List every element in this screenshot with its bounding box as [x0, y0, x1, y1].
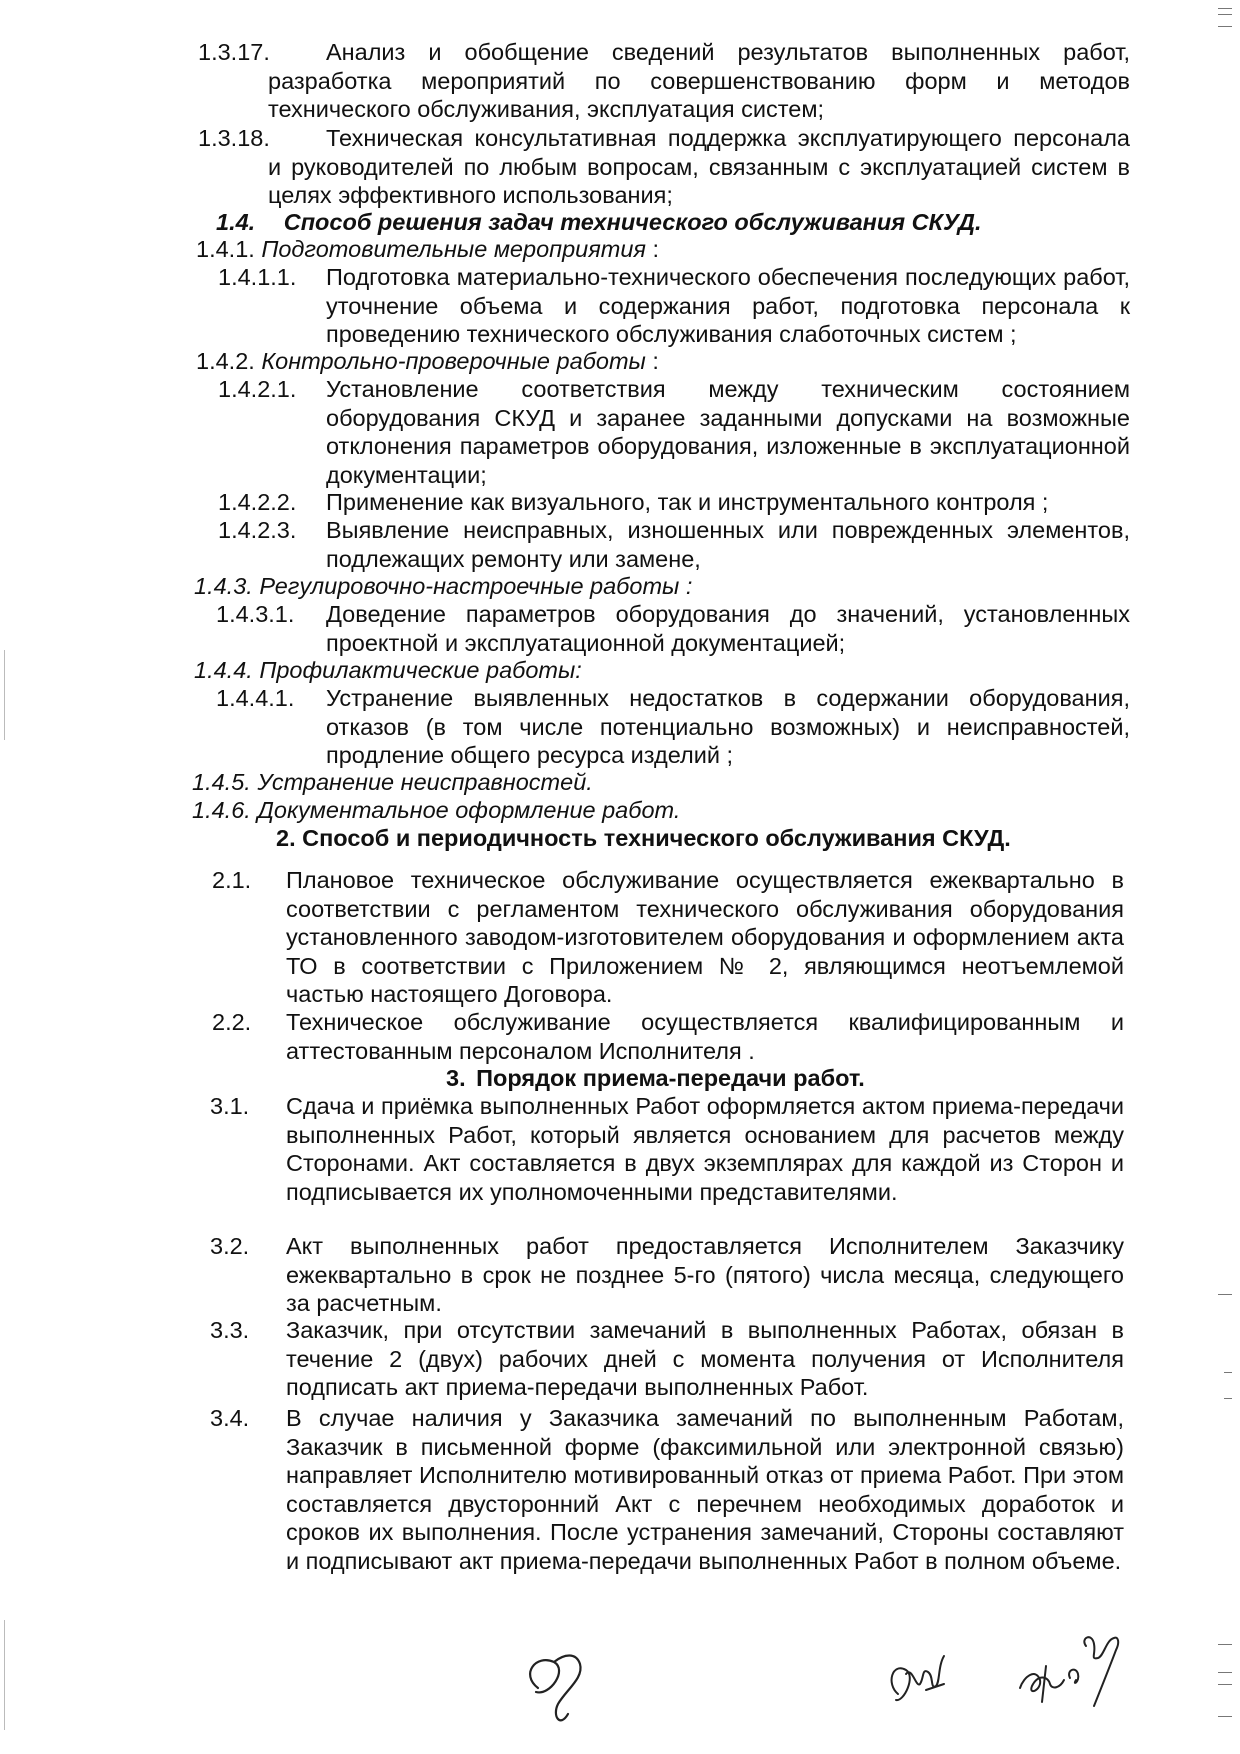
subsection-number: 1.4.1. — [196, 236, 255, 262]
subsection-title: Устранение неисправностей. — [257, 769, 593, 795]
clause-1-3-18 — [0, 124, 1240, 214]
heading-number: 2. — [276, 825, 296, 851]
left-scan-edge — [4, 1620, 5, 1730]
clause-text: Доведение параметров оборудования до значений, установленных проектной и эксплуатационной документацией; — [326, 601, 1130, 656]
clause-text: Установление соответствия между техническим состоянием оборудования СКУД и заранее заданными допусками на возможные отклонения параметров оборудования, изложенные в эксплуатационной документации; — [326, 376, 1130, 488]
subsection-1-4-1 — [196, 235, 659, 264]
clause-number: 1.4.2.3. — [218, 517, 297, 543]
clause-3-3 — [0, 1316, 1240, 1406]
subsection-title: Документальное оформление работ. — [257, 797, 681, 823]
subsection-title: Контрольно-проверочные работы — [261, 348, 646, 374]
clause-text: Техническая консультативная поддержка эксплуатирующего персонала и руководителей по любым вопросам, связанным с эксплуатацией систем в целях эффективного использования; — [268, 125, 1130, 208]
clause-text: Подготовка материально-технического обеспечения последующих работ, уточнение объема и содержания работ, подготовка персонала к проведению технического обслуживания слаботочных систем ; — [326, 264, 1130, 347]
clause-3-4 — [0, 1404, 1240, 1610]
section-heading-1-4 — [216, 208, 982, 237]
signature-middle — [882, 1644, 962, 1724]
heading-number: 3. — [446, 1065, 466, 1091]
subsection-1-4-2 — [196, 347, 659, 376]
subsection-title: Подготовительные мероприятия — [261, 236, 646, 262]
subsection-suffix: : — [645, 348, 659, 374]
clause-number: 1.4.2.2. — [218, 489, 297, 515]
clause-number: 1.4.2.1. — [218, 376, 297, 402]
subsection-title: Регулировочно-настроечные работы : — [259, 573, 693, 599]
clause-text: Акт выполненных работ предоставляется Исполнителем Заказчику ежеквартально в срок не позднее 5-го (пятого) числа месяца, следующего за расчетным. — [286, 1233, 1124, 1316]
clause-3-1 — [0, 1092, 1240, 1238]
subsection-1-4-6 — [192, 796, 680, 825]
clause-number: 2.1. — [212, 867, 252, 893]
clause-number: 2.2. — [212, 1009, 252, 1035]
subsection-suffix: : — [645, 236, 660, 262]
signature-right — [1010, 1610, 1150, 1720]
heading-text: Способ решения задач технического обслуживания СКУД. — [283, 209, 982, 235]
clause-text: Анализ и обобщение сведений результатов выполненных работ, разработка мероприятий по совершенствованию форм и методов технического обслуживания, эксплуатация систем; — [268, 39, 1130, 122]
subsection-number: 1.4.5. — [192, 769, 251, 795]
clause-1-4-2-2 — [0, 488, 1240, 518]
section-heading-3 — [446, 1064, 865, 1093]
clause-number: 1.4.1.1. — [218, 264, 297, 290]
heading-text: Способ и периодичность технического обслуживания СКУД. — [302, 825, 1011, 851]
clause-1-4-2-1 — [0, 375, 1240, 493]
clause-text: Заказчик, при отсутствии замечаний в выполненных Работах, обязан в течение 2 (двух) рабочих дней с момента получения от Исполнителя подписать акт приема-передачи выполненных Работ. — [286, 1317, 1124, 1400]
clause-text: Устранение выявленных недостатков в содержании оборудования, отказов (в том числе потенциально возможных) и неисправностей, продление общего ресурса изделий ; — [326, 685, 1130, 768]
clause-3-2 — [0, 1232, 1240, 1322]
subsection-number: 1.4.6. — [192, 797, 251, 823]
subsection-1-4-3 — [194, 572, 692, 601]
signature-left — [510, 1644, 610, 1734]
clause-2-1 — [0, 866, 1240, 1012]
heading-text: Порядок приема-передачи работ. — [476, 1065, 865, 1091]
subsection-number: 1.4.4. — [194, 657, 253, 683]
clause-1-4-3-1 — [0, 600, 1240, 660]
subsection-1-4-4 — [194, 656, 582, 685]
clause-number: 3.4. — [210, 1405, 250, 1431]
subsection-number: 1.4.3. — [194, 573, 253, 599]
subsection-title: Профилактические работы: — [259, 657, 582, 683]
clause-text: Техническое обслуживание осуществляется квалифицированным и аттестованным персоналом Исполнителя . — [286, 1009, 1124, 1064]
clause-text: Сдача и приёмка выполненных Работ оформляется актом приема-передачи выполненных Работ, который является основанием для расчетов между Сторонами. Акт составляется в двух экземплярах для каждой из Сторон и подписывается их уполномоченными представителями. — [286, 1093, 1124, 1205]
clause-1-4-2-3 — [0, 516, 1240, 576]
clause-number: 1.4.3.1. — [216, 601, 295, 627]
clause-number: 1.3.17. — [198, 39, 270, 65]
section-heading-2 — [276, 824, 1011, 853]
left-scan-edge — [4, 650, 5, 740]
clause-text: В случае наличия у Заказчика замечаний по выполненным Работам, Заказчик в письменной форме (факсимильной или электронной связью) направляет Исполнителю мотивированный отказ от приема Работ. При этом составляется двусторонний Акт с перечнем необходимых доработок и сроков их выполнения. После устранения замечаний, Стороны составляют и подписывают акт приема-передачи выполненных Работ в полном объеме. — [286, 1405, 1124, 1574]
clause-number: 3.1. — [210, 1093, 250, 1119]
clause-1-4-4-1 — [0, 684, 1240, 774]
clause-number: 1.3.18. — [198, 125, 270, 151]
right-margin-marks — [1212, 0, 1232, 1754]
clause-number: 3.3. — [210, 1317, 250, 1343]
clause-number: 3.2. — [210, 1233, 250, 1259]
subsection-number: 1.4.2. — [196, 348, 255, 374]
subsection-1-4-5 — [192, 768, 593, 797]
clause-text: Применение как визуального, так и инструментального контроля ; — [326, 489, 1049, 515]
clause-1-4-1-1 — [0, 263, 1240, 353]
clause-1-3-17 — [0, 38, 1240, 128]
heading-number: 1.4. — [216, 209, 256, 235]
clause-number: 1.4.4.1. — [216, 685, 295, 711]
clause-text: Выявление неисправных, изношенных или поврежденных элементов, подлежащих ремонту или замене, — [326, 517, 1130, 572]
clause-text: Плановое техническое обслуживание осуществляется ежеквартально в соответствии с регламентом технического обслуживания оборудования установленного заводом-изготовителем оборудования и оформлением акта ТО в соответствии с Приложением № 2, являющимся неотъемлемой частью настоящего Договора. — [286, 867, 1124, 1007]
clause-2-2 — [0, 1008, 1240, 1068]
